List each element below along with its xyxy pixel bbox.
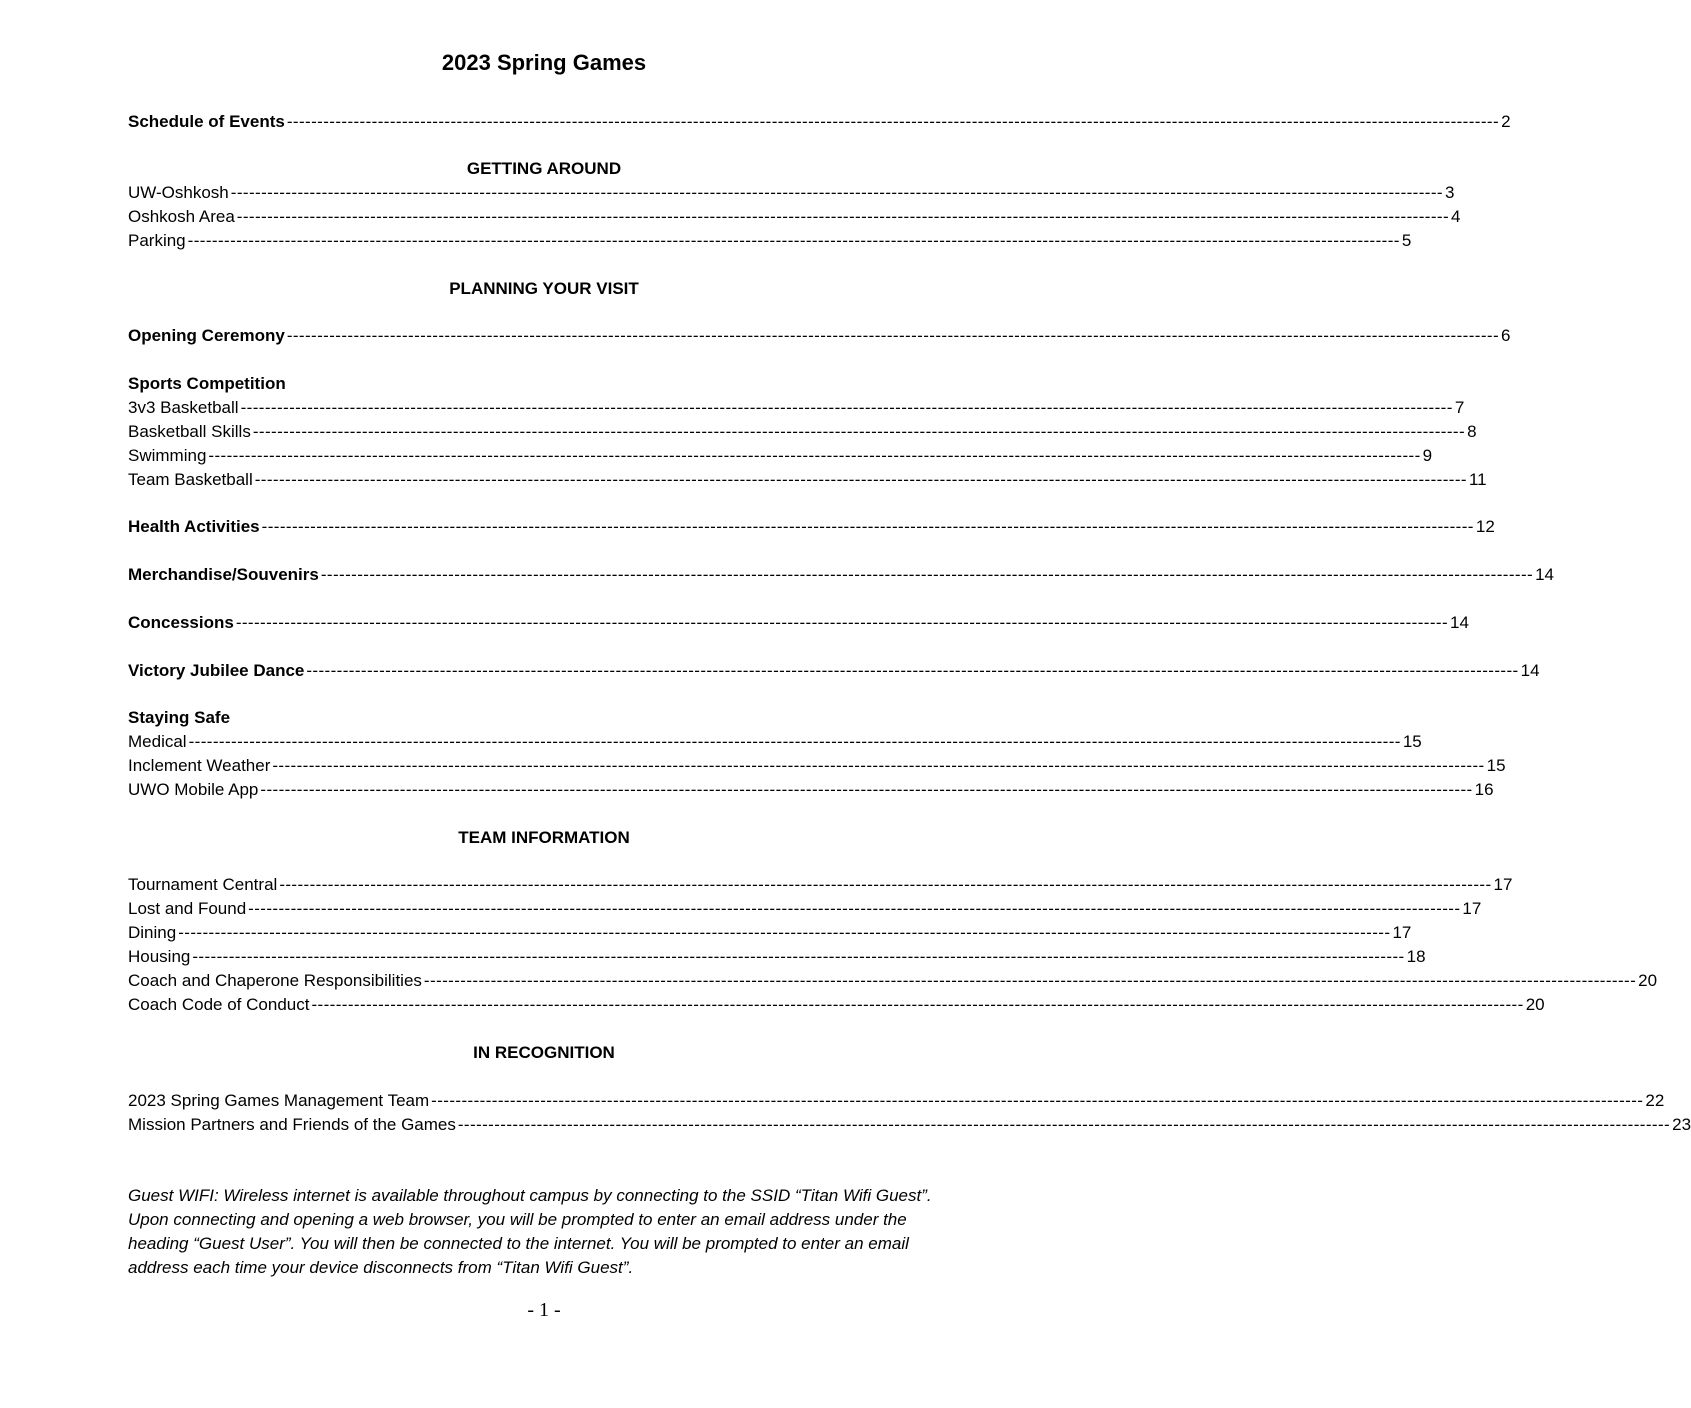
toc-page: 6 [1501, 326, 1511, 345]
leader-dots: -------------------------------------------------------------------------------------------------------------------------------------------------------------------------------------------------------- [431, 1091, 1644, 1110]
toc-label: Victory Jubilee Dance [128, 661, 305, 680]
toc-entry-health-activities[interactable] [128, 515, 1495, 539]
toc-page: 11 [1468, 470, 1487, 489]
toc-page: 22 [1645, 1091, 1665, 1110]
leader-dots: -------------------------------------------------------------------------------------------------------------------------------------------------------------------------------------------------------- [235, 613, 1449, 632]
toc-entry-coach-chaperone[interactable] [128, 969, 1658, 993]
toc-page: 20 [1525, 995, 1545, 1014]
toc-page: 18 [1406, 947, 1426, 966]
toc-label: Concessions [128, 613, 234, 632]
toc-page: 12 [1475, 517, 1495, 536]
leader-dots: -------------------------------------------------------------------------------------------------------------------------------------------------------------------------------------------------------- [311, 995, 1524, 1014]
toc-label: Schedule of Events [128, 112, 285, 131]
toc-entry-coach-code-of-conduct[interactable] [128, 993, 1545, 1017]
toc-entry-mission-partners[interactable] [128, 1113, 1691, 1137]
section-heading-planning: PLANNING YOUR VISIT [449, 279, 639, 298]
toc-label: Team Basketball [128, 470, 253, 489]
guest-wifi-note: Guest WIFI: Wireless internet is available throughout campus by connecting to the SSID “Titan Wifi Guest”. Upon connecting and opening a web browser, you will be prompted to enter an email address under the heading “Guest User”. You will then be connected to the internet. You will be prompted to enter an email address each time your device disconnects from “Titan Wifi Guest”. [128, 1186, 932, 1277]
toc-label: Lost and Found [128, 899, 247, 918]
section-heading-getting-around: GETTING AROUND [466, 159, 622, 178]
leader-dots: -------------------------------------------------------------------------------------------------------------------------------------------------------------------------------------------------------- [240, 398, 1453, 417]
toc-label: Housing [128, 947, 191, 966]
leader-dots: -------------------------------------------------------------------------------------------------------------------------------------------------------------------------------------------------------- [236, 207, 1450, 226]
toc-entry-tournament-central[interactable] [128, 873, 1513, 897]
toc-label: 3v3 Basketball [128, 398, 239, 417]
toc-page: 9 [1422, 446, 1433, 465]
toc-page: 5 [1401, 231, 1412, 250]
toc-label: Coach Code of Conduct [128, 995, 310, 1014]
toc-entry-parking[interactable] [128, 229, 1412, 253]
toc-label: 2023 Spring Games Management Team [128, 1091, 430, 1110]
leader-dots: -------------------------------------------------------------------------------------------------------------------------------------------------------------------------------------------------------- [208, 446, 1421, 465]
toc-page: 16 [1474, 780, 1494, 799]
toc-page: 14 [1535, 565, 1554, 584]
toc-entry-dining[interactable] [128, 921, 1412, 945]
toc-label: Medical [128, 732, 187, 751]
toc-page: 15 [1486, 756, 1506, 775]
toc-entry-uwo-mobile-app[interactable] [128, 778, 1494, 802]
toc-label: Oshkosh Area [128, 207, 235, 226]
toc-label: Health Activities [128, 517, 260, 536]
toc-label: Coach and Chaperone Responsibilities [128, 971, 422, 990]
toc-label: UW-Oshkosh [128, 183, 229, 202]
toc-page: 15 [1402, 732, 1422, 751]
leader-dots: -------------------------------------------------------------------------------------------------------------------------------------------------------------------------------------------------------- [286, 326, 1500, 345]
leader-dots: -------------------------------------------------------------------------------------------------------------------------------------------------------------------------------------------------------- [178, 923, 1391, 942]
toc-page: 2 [1501, 112, 1511, 131]
leader-dots: -------------------------------------------------------------------------------------------------------------------------------------------------------------------------------------------------------- [254, 470, 1467, 489]
leader-dots: -------------------------------------------------------------------------------------------------------------------------------------------------------------------------------------------------------- [248, 899, 1461, 918]
toc-label: Parking [128, 231, 186, 250]
toc-page: 7 [1454, 398, 1465, 417]
subheading-staying-safe: Staying Safe [128, 708, 231, 727]
subheading-sports-competition: Sports Competition [128, 374, 286, 393]
toc-page: 17 [1392, 923, 1412, 942]
leader-dots: -------------------------------------------------------------------------------------------------------------------------------------------------------------------------------------------------------- [320, 565, 1534, 584]
leader-dots: -------------------------------------------------------------------------------------------------------------------------------------------------------------------------------------------------------- [188, 732, 1401, 751]
toc-label: Merchandise/Souvenirs [128, 565, 319, 584]
toc-entry-basketball-skills[interactable] [128, 420, 1477, 444]
leader-dots: -------------------------------------------------------------------------------------------------------------------------------------------------------------------------------------------------------- [260, 780, 1473, 799]
toc-label: Swimming [128, 446, 207, 465]
toc-entry-uw-oshkosh[interactable] [128, 181, 1455, 205]
toc-label: Inclement Weather [128, 756, 271, 775]
leader-dots: -------------------------------------------------------------------------------------------------------------------------------------------------------------------------------------------------------- [252, 422, 1466, 441]
toc-entry-team-basketball[interactable] [128, 468, 1487, 492]
toc-label: Tournament Central [128, 875, 278, 894]
section-heading-team-information: TEAM INFORMATION [458, 828, 630, 847]
toc-page: 23 [1672, 1115, 1691, 1134]
toc-entry-3v3-basketball[interactable] [128, 396, 1465, 420]
page-number: - 1 - [527, 1299, 561, 1321]
leader-dots: -------------------------------------------------------------------------------------------------------------------------------------------------------------------------------------------------------- [272, 756, 1485, 775]
toc-entry-concessions[interactable] [128, 611, 1469, 635]
toc-page: 4 [1451, 207, 1461, 226]
toc-entry-schedule[interactable] [128, 110, 1511, 134]
leader-dots: -------------------------------------------------------------------------------------------------------------------------------------------------------------------------------------------------------- [261, 517, 1474, 536]
toc-label: Mission Partners and Friends of the Games [128, 1115, 456, 1134]
toc-entry-medical[interactable] [128, 730, 1422, 754]
toc-entry-management-team[interactable] [128, 1089, 1665, 1113]
toc-label: UWO Mobile App [128, 780, 259, 799]
leader-dots: -------------------------------------------------------------------------------------------------------------------------------------------------------------------------------------------------------- [423, 971, 1637, 990]
leader-dots: -------------------------------------------------------------------------------------------------------------------------------------------------------------------------------------------------------- [286, 112, 1500, 131]
toc-page: 8 [1467, 422, 1477, 441]
toc-label: Opening Ceremony [128, 326, 285, 345]
toc-entry-opening-ceremony[interactable] [128, 324, 1511, 348]
toc-page: 17 [1493, 875, 1513, 894]
document-title: 2023 Spring Games [441, 50, 647, 75]
toc-page: 14 [1450, 613, 1469, 632]
leader-dots: -------------------------------------------------------------------------------------------------------------------------------------------------------------------------------------------------------- [306, 661, 1519, 680]
section-heading-in-recognition: IN RECOGNITION [473, 1043, 615, 1062]
toc-label: Basketball Skills [128, 422, 251, 441]
toc-page: 14 [1520, 661, 1540, 680]
toc-page: 20 [1638, 971, 1658, 990]
toc-label: Dining [128, 923, 177, 942]
toc-page: 3 [1445, 183, 1455, 202]
toc-entry-victory-jubilee-dance[interactable] [128, 659, 1540, 683]
leader-dots: -------------------------------------------------------------------------------------------------------------------------------------------------------------------------------------------------------- [230, 183, 1443, 202]
toc-page: 17 [1462, 899, 1482, 918]
toc-entry-lost-and-found[interactable] [128, 897, 1482, 921]
toc-entry-oshkosh-area[interactable] [128, 205, 1461, 229]
leader-dots: -------------------------------------------------------------------------------------------------------------------------------------------------------------------------------------------------------- [187, 231, 1400, 250]
toc-entry-merchandise[interactable] [128, 563, 1554, 587]
toc-entry-inclement-weather[interactable] [128, 754, 1506, 778]
leader-dots: -------------------------------------------------------------------------------------------------------------------------------------------------------------------------------------------------------- [457, 1115, 1671, 1134]
leader-dots: -------------------------------------------------------------------------------------------------------------------------------------------------------------------------------------------------------- [192, 947, 1405, 966]
toc-entry-swimming[interactable] [128, 444, 1433, 468]
leader-dots: -------------------------------------------------------------------------------------------------------------------------------------------------------------------------------------------------------- [279, 875, 1492, 894]
toc-entry-housing[interactable] [128, 945, 1426, 969]
